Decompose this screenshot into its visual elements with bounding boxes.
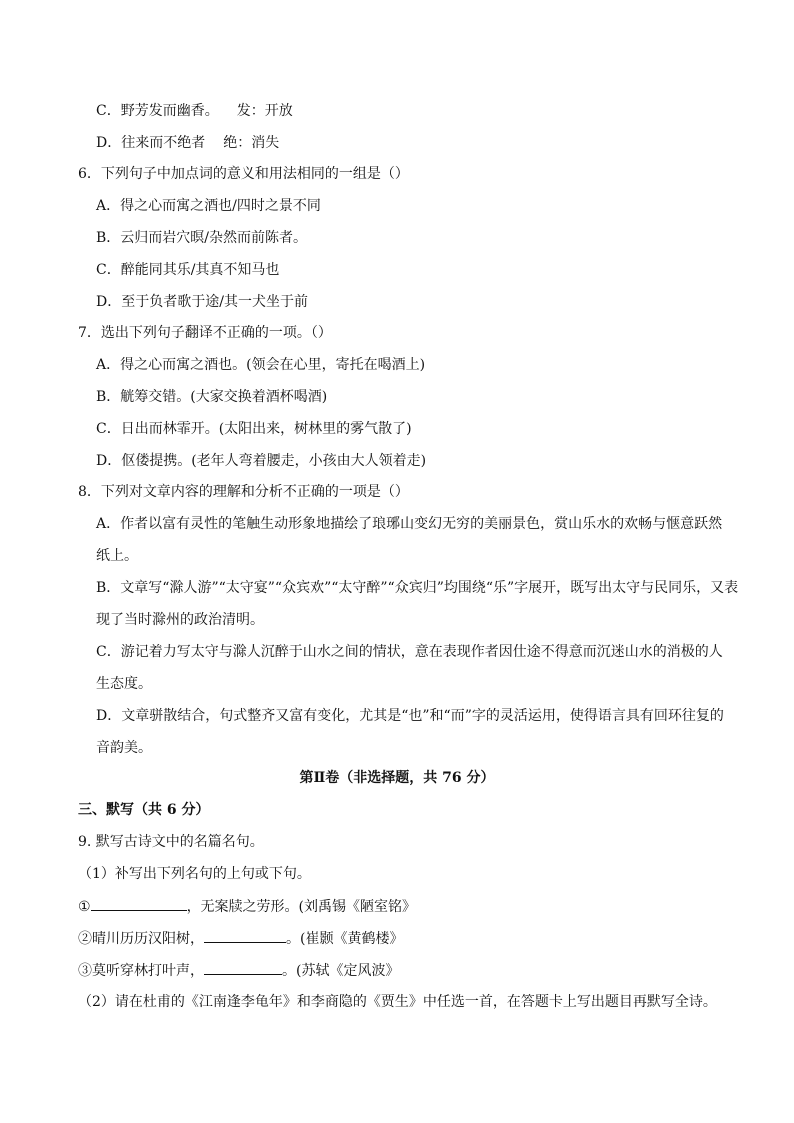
q9-item-3-before: 莫听穿林打叶声， [92,963,204,979]
answer-blank-1[interactable] [91,896,187,911]
q7-stem: 7．选出下列句子翻译不正确的一项。（） [78,325,332,341]
q6-option-a: A．得之心而寓之酒也/四时之景不同 [96,198,321,214]
q9-sub1: （1）补写出下列名句的上句或下句。 [78,866,311,882]
q5-option-d-text: D．往来而不绝者 [96,135,206,151]
q9-sub2: （2）请在杜甫的《江南逢李龟年》和李商隐的《贾生》中任选一首，在答题卡上写出题目再默写全诗。 [78,994,717,1010]
q8-option-d-line2: 音韵美。 [96,740,152,756]
q8-option-a-line2: 纸上。 [96,548,138,564]
q6-stem: 6．下列句子中加点词的意义和用法相同的一组是（） [78,166,409,182]
q9-item-2 [78,928,403,948]
part2-title: 第Ⅱ卷（非选择题，共 76 分） [299,770,495,786]
q9-item-3-num: ③ [78,963,92,979]
q7-option-b: B．觥筹交错。(大家交换着酒杯喝酒) [96,389,328,405]
q5-option-c-note: 发：开放 [236,103,293,119]
q9-item-1-after: ，无案牍之劳形。(刘禹锡《陋室铭》 [186,899,417,915]
section3-title: 三、默写（共 6 分） [78,802,210,818]
q9-item-1-num: ① [78,899,91,915]
q9-item-3 [78,960,399,980]
q8-option-b-line1: B．文章写“滁人游”“太守宴”“众宾欢”“太守醉”“众宾归”均围绕“乐”字展开，既写出太守与民同乐，又表 [96,580,739,596]
q8-option-b-line2: 现了当时滁州的政治清明。 [96,612,264,628]
q5-option-c [96,101,293,121]
q8-stem: 8．下列对文章内容的理解和分析不正确的一项是（） [78,484,409,500]
q5-option-c-text: C．野芳发而幽香。 [96,103,219,119]
q9-item-1 [78,896,416,916]
q5-option-d-note: 绝：消失 [223,135,280,151]
q9-stem: 9. 默写古诗文中的名篇名句。 [78,834,264,850]
answer-blank-2[interactable] [204,928,286,943]
q6-option-d: D．至于负者歌于途/其一犬坐于前 [96,294,308,310]
q8-option-d-line1: D．文章骈散结合，句式整齐又富有变化，尤其是“也”和“而”字的灵活运用，使得语言具有回环往复的 [96,708,724,724]
q9-item-2-before: 晴川历历汉阳树， [92,931,204,947]
q9-item-2-after: 。(崔颢《黄鹤楼》 [286,931,404,947]
q5-option-d [96,133,279,153]
q7-option-a: A．得之心而寓之酒也。(领会在心里，寄托在喝酒上) [96,357,426,373]
q9-item-2-num: ② [78,931,92,947]
q7-option-d: D．伛偻提携。(老年人弯着腰走，小孩由大人领着走) [96,453,427,469]
q9-item-3-after: 。(苏轼《定风波》 [282,963,400,979]
q8-option-c-line1: C．游记着力写太守与滁人沉醉于山水之间的情状，意在表现作者因仕途不得意而沉迷山水的消极的人 [96,644,723,660]
q6-option-c: C．醉能同其乐/其真不知马也 [96,262,280,278]
q8-option-c-line2: 生态度。 [96,676,152,692]
q8-option-a-line1: A．作者以富有灵性的笔触生动形象地描绘了琅琊山变幻无穷的美丽景色，赏山乐水的欢畅与惬意跃然 [96,516,723,532]
answer-blank-3[interactable] [204,960,282,975]
q6-option-b: B．云归而岩穴暝/杂然而前陈者。 [96,230,308,246]
q7-option-c: C．日出而林霏开。(太阳出来，树林里的雾气散了) [96,421,412,437]
